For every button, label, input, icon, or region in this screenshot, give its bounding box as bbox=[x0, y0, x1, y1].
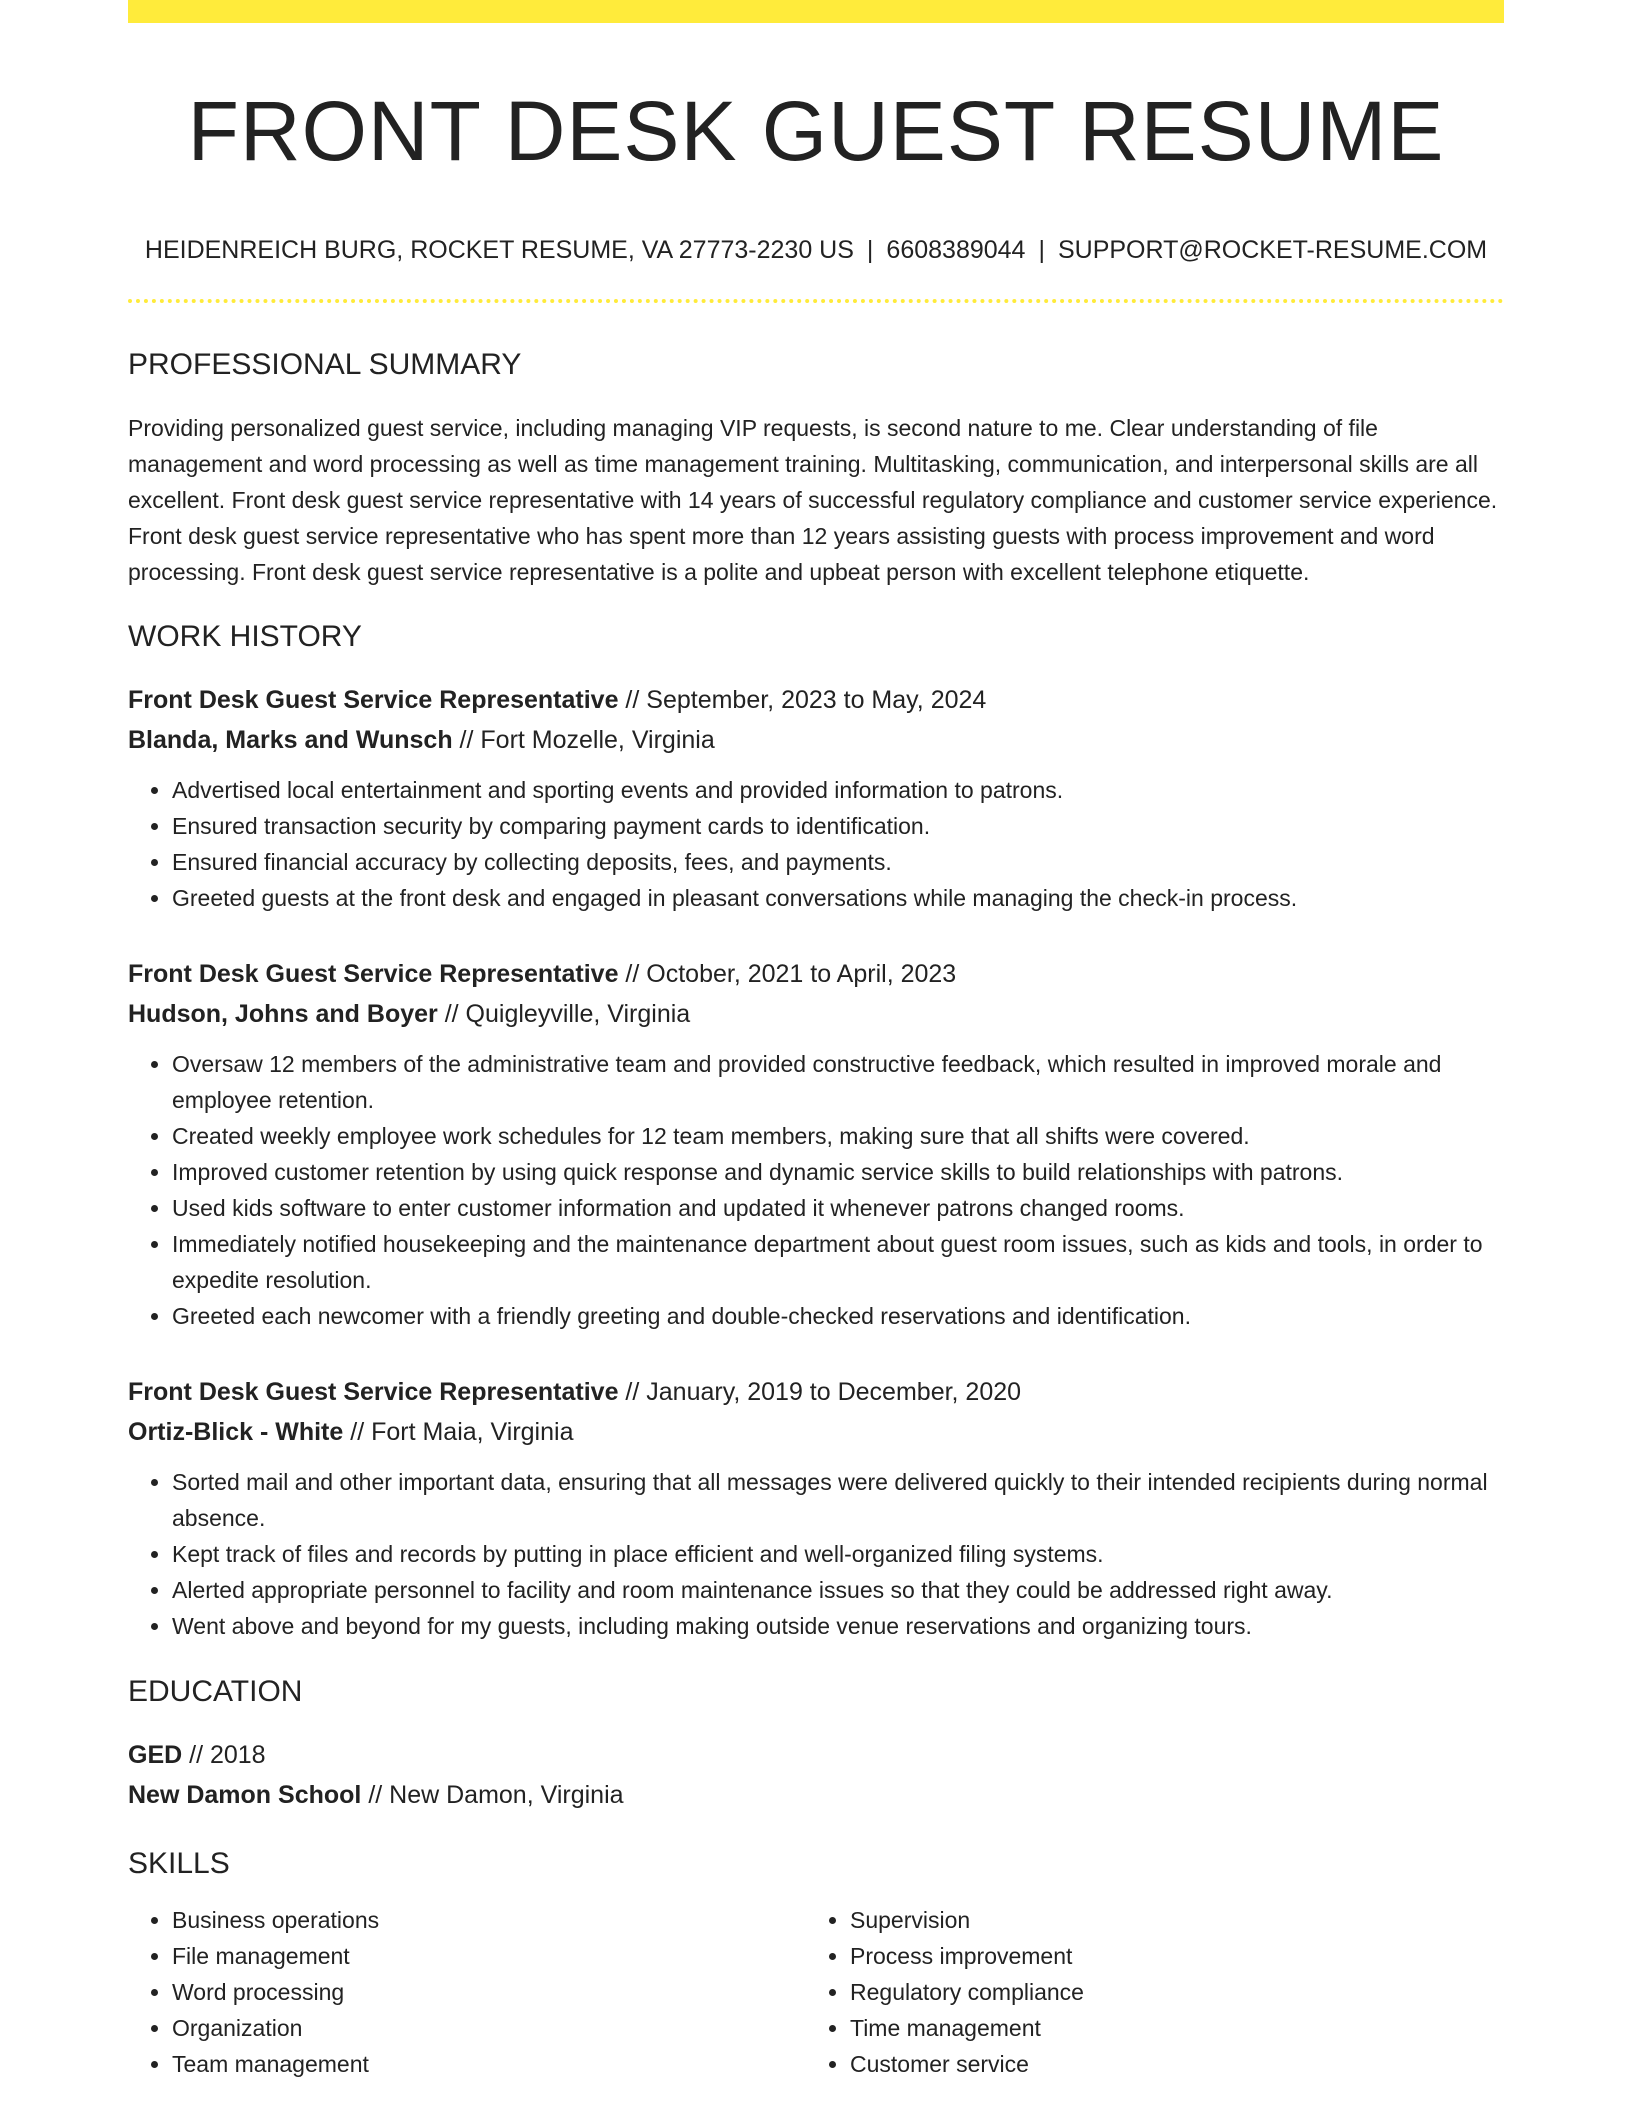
work-history-heading: WORK HISTORY bbox=[128, 620, 362, 654]
summary-heading: PROFESSIONAL SUMMARY bbox=[128, 348, 522, 382]
skills-column-right bbox=[806, 1902, 1484, 2082]
job-entry bbox=[128, 954, 1504, 1334]
list-item: • Kept track of files and records by putting in place efficient and well-organized filing systems. bbox=[172, 1536, 1504, 1572]
job-entry bbox=[128, 1372, 1504, 1644]
skills-list bbox=[128, 1902, 1504, 2082]
list-item: • Immediately notified housekeeping and the maintenance department about guest room issues, such as kids and tools, in order to expedite resolution. bbox=[172, 1226, 1504, 1298]
contact-line bbox=[128, 235, 1504, 265]
education-degree-line bbox=[128, 1735, 1504, 1775]
resume-title: FRONT DESK GUEST RESUME bbox=[187, 84, 1445, 178]
job-location: // Quigleyville, Virginia bbox=[437, 1000, 691, 1029]
contact-email: SUPPORT@ROCKET-RESUME.COM bbox=[1057, 236, 1488, 265]
job-entry bbox=[128, 680, 1504, 916]
job-location: // Fort Mozelle, Virginia bbox=[452, 726, 715, 755]
list-item: • Sorted mail and other important data, ensuring that all messages were delivered quickly to their intended recipients during normal absence. bbox=[172, 1464, 1504, 1536]
skills-heading: SKILLS bbox=[128, 1847, 230, 1881]
job-title-line bbox=[128, 954, 1504, 994]
skill-item: • Organization bbox=[172, 2010, 806, 2046]
job-bullets bbox=[128, 1464, 1504, 1644]
job-company-line bbox=[128, 994, 1504, 1034]
job-title-line bbox=[128, 680, 1504, 720]
skill-item: • Customer service bbox=[850, 2046, 1484, 2082]
skill-item: • Team management bbox=[172, 2046, 806, 2082]
education-school-line bbox=[128, 1775, 1504, 1815]
job-company: Blanda, Marks and Wunsch bbox=[128, 726, 453, 755]
list-item: • Advertised local entertainment and sporting events and provided information to patrons. bbox=[172, 772, 1504, 808]
skill-item: • File management bbox=[172, 1938, 806, 1974]
education-year: // 2018 bbox=[182, 1741, 266, 1770]
job-company-line bbox=[128, 1412, 1504, 1452]
education-location: // New Damon, Virginia bbox=[361, 1781, 624, 1810]
list-item: • Greeted each newcomer with a friendly greeting and double-checked reservations and identification. bbox=[172, 1298, 1504, 1334]
accent-bar bbox=[128, 0, 1504, 23]
job-title: Front Desk Guest Service Representative bbox=[128, 686, 619, 715]
contact-separator: | bbox=[1038, 236, 1045, 265]
skills-column-left bbox=[128, 1902, 806, 2082]
education-school: New Damon School bbox=[128, 1781, 362, 1810]
job-title-line bbox=[128, 1372, 1504, 1412]
job-bullets bbox=[128, 772, 1504, 916]
resume-page bbox=[128, 0, 1504, 2082]
job-dates: // September, 2023 to May, 2024 bbox=[618, 686, 987, 715]
job-dates: // January, 2019 to December, 2020 bbox=[618, 1378, 1022, 1407]
list-item: • Used kids software to enter customer information and updated it whenever patrons changed rooms. bbox=[172, 1190, 1504, 1226]
job-title: Front Desk Guest Service Representative bbox=[128, 960, 619, 989]
list-item: • Oversaw 12 members of the administrative team and provided constructive feedback, which resulted in improved morale and employee retention. bbox=[172, 1046, 1504, 1118]
job-location: // Fort Maia, Virginia bbox=[343, 1418, 574, 1447]
job-company: Hudson, Johns and Boyer bbox=[128, 1000, 438, 1029]
summary-text: Providing personalized guest service, including managing VIP requests, is second nature to me. Clear understanding of file management and word processing as well as time management training. Multitasking, communication, and interpersonal skills are all excellent. Front desk guest service representative with 14 years of successful regulatory compliance and customer service experience. Front desk guest service representative who has spent more than 12 years assisting guests with process improvement and word processing. Front desk guest service representative is a polite and upbeat person with excellent telephone etiquette. bbox=[128, 415, 1498, 586]
skill-item: • Business operations bbox=[172, 1902, 806, 1938]
skill-item: • Supervision bbox=[850, 1902, 1484, 1938]
skill-item: • Time management bbox=[850, 2010, 1484, 2046]
divider bbox=[128, 299, 1504, 303]
job-bullets bbox=[128, 1046, 1504, 1334]
skill-item: • Word processing bbox=[172, 1974, 806, 2010]
list-item: • Went above and beyond for my guests, including making outside venue reservations and organizing tours. bbox=[172, 1608, 1504, 1644]
list-item: • Greeted guests at the front desk and engaged in pleasant conversations while managing the check-in process. bbox=[172, 880, 1504, 916]
job-dates: // October, 2021 to April, 2023 bbox=[618, 960, 957, 989]
education-degree: GED bbox=[128, 1741, 183, 1770]
contact-phone: 6608389044 bbox=[886, 236, 1026, 265]
contact-separator: | bbox=[866, 236, 874, 265]
list-item: • Improved customer retention by using quick response and dynamic service skills to build relationships with patrons. bbox=[172, 1154, 1504, 1190]
contact-address: HEIDENREICH BURG, ROCKET RESUME, VA 27773-2230 US bbox=[144, 236, 854, 265]
education-entry bbox=[128, 1735, 1504, 1815]
list-item: • Created weekly employee work schedules for 12 team members, making sure that all shifts were covered. bbox=[172, 1118, 1504, 1154]
list-item: • Ensured financial accuracy by collecting deposits, fees, and payments. bbox=[172, 844, 1504, 880]
job-title: Front Desk Guest Service Representative bbox=[128, 1378, 619, 1407]
skill-item: • Process improvement bbox=[850, 1938, 1484, 1974]
list-item: • Ensured transaction security by comparing payment cards to identification. bbox=[172, 808, 1504, 844]
job-company: Ortiz-Blick - White bbox=[128, 1418, 344, 1447]
job-company-line bbox=[128, 720, 1504, 760]
skill-item: • Regulatory compliance bbox=[850, 1974, 1484, 2010]
list-item: • Alerted appropriate personnel to facility and room maintenance issues so that they could be addressed right away. bbox=[172, 1572, 1504, 1608]
education-heading: EDUCATION bbox=[128, 1675, 303, 1709]
